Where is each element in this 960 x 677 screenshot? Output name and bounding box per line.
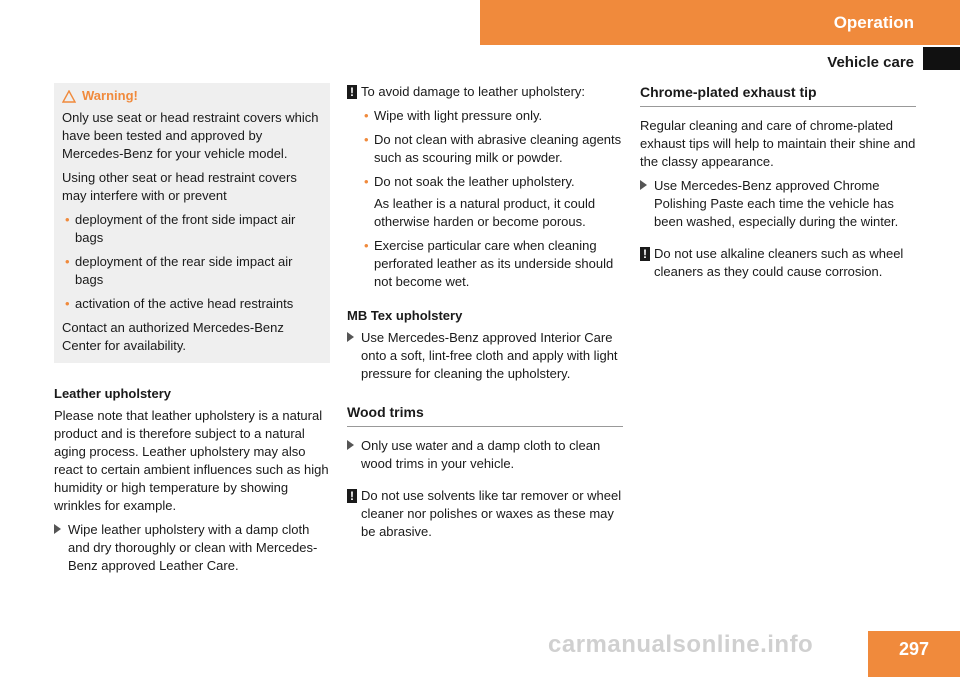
warning-triangle-icon (62, 90, 76, 103)
wood-heading: Wood trims (347, 403, 623, 427)
exclamation-note-icon: ! (347, 85, 357, 99)
leather-step (54, 521, 330, 575)
leather-heading: Leather upholstery (54, 386, 172, 401)
chrome-note (640, 245, 916, 281)
column-1 (54, 83, 330, 581)
page-number: 297 (868, 631, 960, 677)
warning-title: Warning! (82, 88, 138, 103)
note-bullet: • Exercise particular care when cleaning perforated leather as its underside should not become wet. (361, 237, 623, 291)
warning-paragraph-2: Using other seat or head restraint covers may interfere with or prevent (62, 170, 297, 203)
warning-box (54, 83, 330, 363)
step-arrow-icon (54, 524, 61, 534)
mbtex-step-text: Use Mercedes-Benz approved Interior Care onto a soft, lint-free cloth and apply with light pressure for cleaning the upholstery. (361, 330, 618, 381)
watermark: carmanualsonline.info (548, 631, 814, 658)
wood-note (347, 487, 623, 541)
thumb-mark (923, 47, 960, 70)
mbtex-step (347, 329, 623, 383)
chrome-step (640, 177, 916, 231)
step-arrow-icon (347, 440, 354, 450)
subsection-title: Vehicle care (827, 54, 914, 71)
chrome-paragraph: Regular cleaning and care of chrome-plated exhaust tips will help to maintain their shine and the classy appearance. (640, 118, 916, 169)
warning-paragraph-3: Contact an authorized Mercedes-Benz Center for availability. (62, 320, 284, 353)
warning-paragraph-1: Only use seat or head restraint covers which have been tested and approved by Mercedes-Benz for your vehicle model. (62, 110, 319, 161)
wood-step (347, 437, 623, 473)
exclamation-note-icon: ! (347, 489, 357, 503)
step-arrow-icon (347, 332, 354, 342)
note-bullet: • Do not clean with abrasive cleaning agents such as scouring milk or powder. (361, 131, 623, 167)
column-2 (347, 83, 623, 547)
exclamation-note-icon: ! (640, 247, 650, 261)
note-extra: As leather is a natural product, it could otherwise harden or become porous. (374, 196, 596, 229)
leather-note-intro: To avoid damage to leather upholstery: (361, 84, 586, 99)
wood-step-text: Only use water and a damp cloth to clean wood trims in your vehicle. (361, 438, 601, 471)
wood-note-text: Do not use solvents like tar remover or wheel cleaner nor polishes or waxes as these may be abrasive. (361, 488, 622, 539)
step-arrow-icon (640, 180, 647, 190)
warning-bullet: • activation of the active head restraints (62, 295, 322, 313)
leather-step-text: Wipe leather upholstery with a damp cloth and dry thoroughly or clean with Mercedes-Benz approved Leather Care. (68, 522, 318, 573)
warning-header (62, 87, 322, 105)
section-tab (480, 0, 960, 45)
mbtex-heading: MB Tex upholstery (347, 308, 463, 323)
leather-paragraph: Please note that leather upholstery is a natural product and is therefore subject to a natural aging process. Leather upholstery may also react to certain ambient influences such as high humidity or high temperature by showing wrinkles for example. (54, 408, 329, 513)
warning-bullet: • deployment of the rear side impact air bags (62, 253, 322, 289)
column-3 (640, 83, 916, 287)
chrome-step-text: Use Mercedes-Benz approved Chrome Polishing Paste each time the vehicle has been washed, especially during the winter. (654, 178, 899, 229)
warning-bullet: • deployment of the front side impact air bags (62, 211, 322, 247)
leather-note (347, 83, 623, 101)
chrome-note-text: Do not use alkaline cleaners such as wheel cleaners as they could cause corrosion. (654, 246, 904, 279)
chrome-heading: Chrome-plated exhaust tip (640, 83, 916, 107)
note-bullet: • Do not soak the leather upholstery. (361, 173, 623, 191)
note-bullet: • Wipe with light pressure only. (361, 107, 623, 125)
section-title: Operation (833, 12, 914, 32)
